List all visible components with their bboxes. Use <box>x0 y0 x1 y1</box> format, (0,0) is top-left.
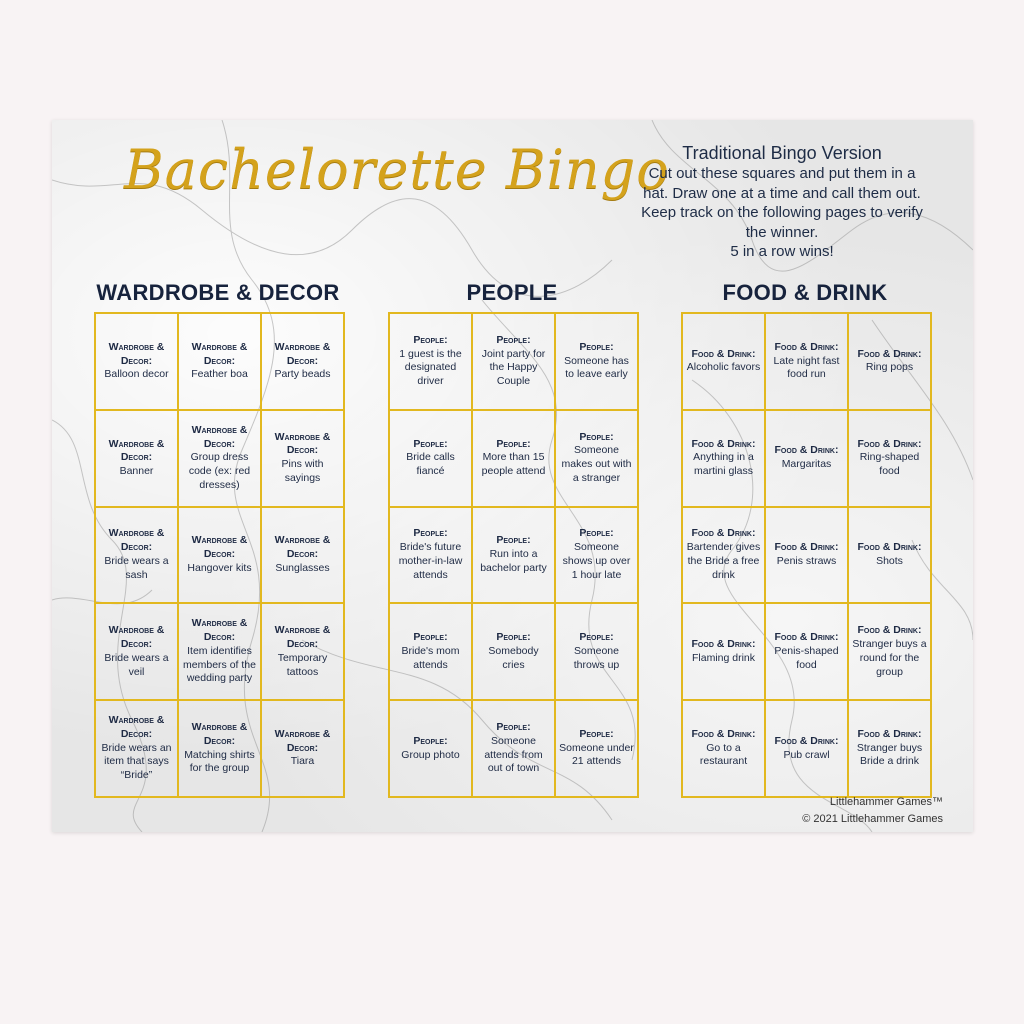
bingo-square <box>178 507 261 604</box>
square-category: Wardrobe & Decor: <box>274 727 331 754</box>
square-text: Tiara <box>290 755 315 768</box>
square-category: Food & Drink: <box>691 437 756 450</box>
bingo-square <box>472 507 555 604</box>
bingo-square <box>178 603 261 700</box>
square-text: Feather boa <box>191 368 248 381</box>
square-category: Wardrobe & Decor: <box>108 437 165 464</box>
section-title-food: FOOD & DRINK <box>722 280 888 305</box>
bingo-square <box>848 700 931 797</box>
bingo-square <box>389 603 472 700</box>
section-title-people: PEOPLE <box>466 280 558 305</box>
bingo-square <box>765 700 848 797</box>
square-category: People: <box>579 527 614 540</box>
bingo-square <box>261 410 344 507</box>
square-text: Penis-shaped food <box>774 644 839 671</box>
bingo-square <box>682 603 765 700</box>
bingo-square <box>848 313 931 410</box>
bingo-square <box>848 603 931 700</box>
square-category: Wardrobe & Decor: <box>274 534 331 561</box>
square-text: Bartender gives the Bride a free drink <box>686 541 761 581</box>
footer-copyright: © 2021 Littlehammer Games <box>802 813 943 825</box>
bingo-square <box>95 507 178 604</box>
square-category: Wardrobe & Decor: <box>191 340 248 367</box>
square-text: Temporary tattoos <box>277 651 328 678</box>
square-category: Food & Drink: <box>691 637 756 650</box>
square-text: Alcoholic favors <box>686 361 761 374</box>
bingo-square <box>555 507 638 604</box>
bingo-square <box>682 410 765 507</box>
bingo-square <box>555 700 638 797</box>
bingo-square <box>472 700 555 797</box>
square-text: Banner <box>119 465 154 478</box>
square-category: People: <box>413 333 448 346</box>
square-text: Group dress code (ex: red dresses) <box>188 451 251 491</box>
bingo-square <box>555 313 638 410</box>
footer-brand: Littlehammer Games™ <box>829 796 943 808</box>
square-text: Matching shirts for the group <box>184 748 255 775</box>
square-text: Flaming drink <box>691 651 756 664</box>
square-category: People: <box>496 437 531 450</box>
square-category: Food & Drink: <box>774 444 839 457</box>
square-category: Wardrobe & Decor: <box>191 534 248 561</box>
square-category: Food & Drink: <box>857 347 922 360</box>
square-category: Food & Drink: <box>691 727 756 740</box>
square-category: Wardrobe & Decor: <box>108 624 165 650</box>
bingo-square <box>765 507 848 604</box>
square-category: Food & Drink: <box>691 347 756 360</box>
square-text: Anything in a martini glass <box>693 451 754 478</box>
square-text: Shots <box>876 554 903 567</box>
bingo-square <box>95 410 178 507</box>
square-category: People: <box>413 527 448 540</box>
bingo-square <box>389 507 472 604</box>
square-category: People: <box>496 631 531 644</box>
square-text: Penis straws <box>776 554 837 567</box>
bingo-square <box>555 603 638 700</box>
bingo-square <box>261 313 344 410</box>
square-category: People: <box>579 340 614 353</box>
square-text: Item identifies members of the wedding party <box>183 644 256 685</box>
square-text: 1 guest is the designated driver <box>399 347 462 388</box>
bingo-square <box>848 507 931 604</box>
bingo-square <box>472 410 555 507</box>
instructions <box>637 142 927 262</box>
square-category: People: <box>496 721 531 733</box>
bingo-square <box>178 313 261 410</box>
section-title-wardrobe: WARDROBE & DECOR <box>96 280 340 305</box>
bingo-square <box>848 410 931 507</box>
bingo-square <box>389 313 472 410</box>
grid-people <box>388 312 639 798</box>
square-category: Food & Drink: <box>857 624 922 637</box>
bingo-square <box>178 700 261 797</box>
bingo-square <box>261 700 344 797</box>
square-text: Bride's future mother-in-law attends <box>398 541 463 581</box>
instructions-body: Cut out these squares and put them in a hat. Draw one at a time and call them out. Keep track on the following pages to verify the winner. <box>641 165 923 241</box>
square-category: Food & Drink: <box>774 734 839 747</box>
bingo-square <box>682 313 765 410</box>
bingo-square <box>261 603 344 700</box>
square-category: People: <box>579 430 614 443</box>
square-text: Someone attends from out of town <box>484 734 543 775</box>
square-text: Sunglasses <box>275 561 330 574</box>
square-text: Run into a bachelor party <box>480 548 547 574</box>
bingo-square <box>261 507 344 604</box>
instructions-heading: Traditional Bingo Version <box>682 143 882 163</box>
square-category: Food & Drink: <box>857 437 922 450</box>
square-category: Wardrobe & Decor: <box>191 721 248 747</box>
bingo-square <box>682 700 765 797</box>
square-category: Food & Drink: <box>857 541 922 554</box>
square-category: People: <box>413 734 448 747</box>
instructions-win: 5 in a row wins! <box>730 243 834 260</box>
square-category: Food & Drink: <box>774 631 839 644</box>
square-category: Wardrobe & Decor: <box>274 430 331 457</box>
grid-wardrobe <box>94 312 345 798</box>
square-category: People: <box>496 333 531 346</box>
square-text: Somebody cries <box>488 644 539 671</box>
square-category: Wardrobe & Decor: <box>191 617 248 644</box>
bingo-square <box>389 700 472 797</box>
bingo-square <box>682 507 765 604</box>
square-text: Late night fast food run <box>773 354 840 381</box>
square-text: More than 15 people attend <box>481 451 546 478</box>
square-text: Bride's mom attends <box>401 644 460 671</box>
bingo-square <box>765 313 848 410</box>
bingo-square <box>95 313 178 410</box>
square-category: Wardrobe & Decor: <box>274 340 331 367</box>
square-category: Wardrobe & Decor: <box>274 624 331 650</box>
square-text: Hangover kits <box>187 561 252 574</box>
page-title: Bachelorette Bingo <box>124 138 670 201</box>
square-text: Ring-shaped food <box>859 451 920 478</box>
square-category: Wardrobe & Decor: <box>108 340 165 367</box>
square-text: Someone makes out with a stranger <box>561 444 632 484</box>
square-text: Someone has to leave early <box>564 354 629 381</box>
square-text: Someone under 21 attends <box>559 741 634 768</box>
bingo-square <box>389 410 472 507</box>
bingo-square <box>95 700 178 797</box>
square-text: Bride wears an item that says “Bride” <box>101 741 172 782</box>
square-text: Someone shows up over 1 hour late <box>562 541 631 581</box>
square-category: Food & Drink: <box>774 541 839 554</box>
bingo-square <box>472 313 555 410</box>
square-text: Ring pops <box>865 361 914 374</box>
square-category: Wardrobe & Decor: <box>108 527 165 554</box>
bingo-square <box>95 603 178 700</box>
square-text: Stranger buys a round for the group <box>852 637 927 678</box>
bingo-square <box>472 603 555 700</box>
square-text: Go to a restaurant <box>699 741 748 768</box>
square-text: Pins with sayings <box>281 458 324 484</box>
grid-food <box>681 312 932 798</box>
square-text: Stranger buys Bride a drink <box>856 741 923 768</box>
square-text: Margaritas <box>781 458 832 471</box>
footer <box>802 794 943 828</box>
square-text: Bride calls fiancé <box>406 451 455 478</box>
square-category: People: <box>413 437 448 450</box>
square-category: People: <box>579 631 614 644</box>
square-category: People: <box>579 727 614 740</box>
square-text: Bride wears a sash <box>104 554 169 581</box>
square-text: Joint party for the Happy Couple <box>481 347 546 388</box>
bingo-square <box>765 410 848 507</box>
square-category: Food & Drink: <box>691 527 756 540</box>
square-text: Balloon decor <box>104 368 169 381</box>
square-category: Food & Drink: <box>857 727 922 740</box>
bingo-square <box>765 603 848 700</box>
square-text: Group photo <box>401 748 460 761</box>
bingo-square <box>178 410 261 507</box>
square-category: People: <box>496 534 531 547</box>
square-category: People: <box>413 631 448 644</box>
bingo-sheet <box>52 120 973 832</box>
bingo-square <box>555 410 638 507</box>
square-text: Party beads <box>274 368 331 381</box>
square-category: Wardrobe & Decor: <box>191 423 248 450</box>
square-text: Someone throws up <box>573 644 620 671</box>
square-category: Food & Drink: <box>774 340 839 353</box>
square-text: Bride wears a veil <box>104 651 169 678</box>
square-text: Pub crawl <box>783 748 830 761</box>
square-category: Wardrobe & Decor: <box>108 714 165 740</box>
